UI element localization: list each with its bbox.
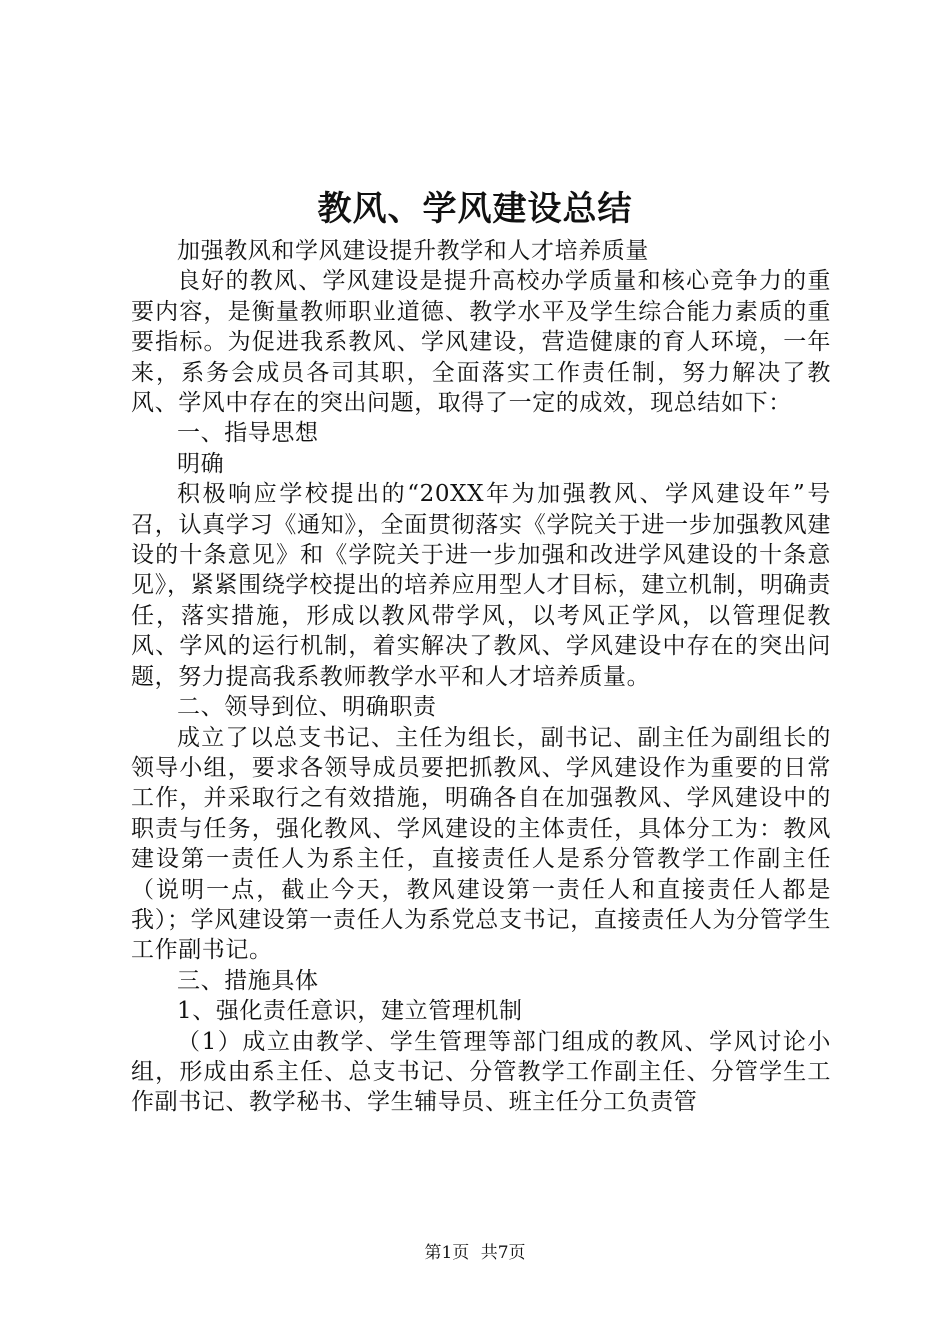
page-number: 第1页 — [424, 1243, 470, 1263]
leadership-paragraph: 成立了以总支书记、主任为组长，副书记、副主任为副组长的领导小组，要求各领导成员要把抓教风、学风建设作为重要的日常工作，并采取行之有效措施，明确各自在加强教风、学风建设中的职责与任务，强化教风、学风建设的主体责任，具体分工为：教风建设第一责任人为系主任，直接责任人是系分管教学工作副主任（说明一点，截止今天，教风建设第一责任人和直接责任人都是我）；学风建设第一责任人为系党总支书记，直接责任人为分管学生工作副书记。 — [131, 724, 831, 964]
guiding-thought-paragraph: 积极响应学校提出的“20XX年为加强教风、学风建设年”号召，认真学习《通知》，全面贯彻落实《学院关于进一步加强教风建设的十条意见》和《学院关于进一步加强和改进学风建设的十条意见》，紧紧围绕学校提出的培养应用型人才目标，建立机制，明确责任，落实措施，形成以教风带学风，以考风正学风，以管理促教风、学风的运行机制，着实解决了教风、学风建设中存在的突出问题，努力提高我系教师教学水平和人才培养质量。 — [131, 481, 831, 690]
measures-paragraph: （1）成立由教学、学生管理等部门组成的教风、学风讨论小组，形成由系主任、总支书记、分管教学工作副主任、分管学生工作副书记、教学秘书、学生辅导员、班主任分工负责管 — [131, 1028, 831, 1116]
page-footer — [0, 1241, 950, 1265]
sub-heading-responsibility: 1、强化责任意识，建立管理机制 — [177, 998, 523, 1025]
sub-heading-clear: 明确 — [177, 450, 225, 477]
section-heading-leadership: 二、领导到位、明确职责 — [177, 694, 437, 721]
intro-paragraph: 良好的教风、学风建设是提升高校办学质量和核心竞争力的重要内容，是衡量教师职业道德、教学水平及学生综合能力素质的重要指标。为促进我系教风、学风建设，营造健康的育人环境，一年来，系务会成员各司其职，全面落实工作责任制，努力解决了教风、学风中存在的突出问题，取得了一定的成效，现总结如下： — [131, 268, 831, 417]
section-heading-guiding-thought: 一、指导思想 — [177, 420, 319, 447]
section-heading-measures: 三、措施具体 — [177, 967, 319, 994]
document-title: 教风、学风建设总结 — [317, 189, 633, 229]
subtitle-paragraph: 加强教风和学风建设提升教学和人才培养质量 — [177, 238, 649, 264]
page-total: 共7页 — [480, 1243, 526, 1263]
document-body — [131, 236, 831, 1118]
